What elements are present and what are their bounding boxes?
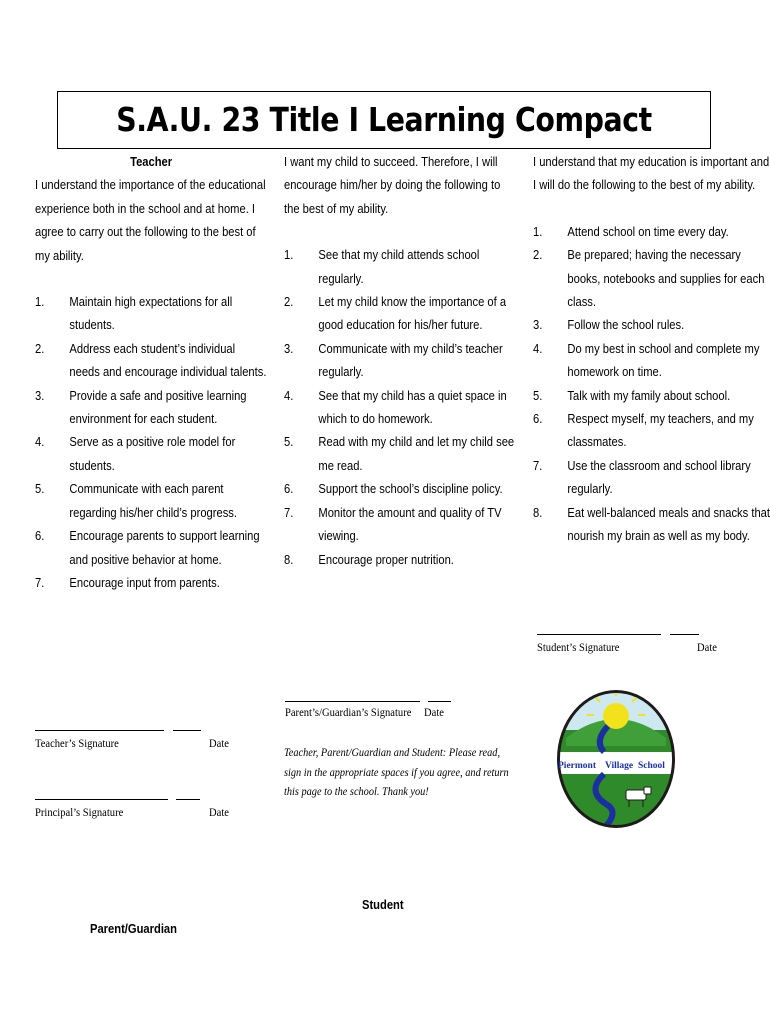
list-item: 7. Use the classroom and school library regularly. — [533, 457, 751, 497]
list-item: 6. Respect myself, my teachers, and my classmates. — [533, 411, 754, 450]
list-item: 4. Serve as a positive role model for students. — [35, 434, 236, 473]
list-item: 7. Encourage input from parents. — [35, 574, 220, 590]
principal-signature-label: Principal’s Signature — [35, 805, 124, 819]
list-item: 7. Monitor the amount and quality of TV viewing. — [284, 504, 502, 544]
list-item: 5. Communicate with each parent regarding his/her child’s progress. — [35, 481, 237, 520]
student-signature-line[interactable] — [537, 634, 661, 635]
logo-text-village: Village — [605, 761, 634, 771]
teacher-list — [35, 290, 267, 594]
student-list — [533, 220, 770, 548]
list-item: 6. Support the school’s discipline policy. — [284, 481, 503, 497]
parent-list — [284, 243, 516, 571]
parent-signature-label: Parent’s/Guardian’s Signature — [285, 705, 412, 719]
principal-date-label: Date — [209, 805, 229, 819]
student-date-label: Date — [697, 640, 717, 654]
teacher-column — [35, 150, 267, 594]
student-footer-label: Student — [362, 897, 404, 912]
list-item: 1. Maintain high expectations for all students. — [35, 294, 233, 333]
list-item: 4. See that my child has a quiet space in which to do homework. — [284, 387, 507, 427]
parent-signature-line[interactable] — [285, 701, 420, 702]
list-item: 2. Be prepared; having the necessary books, notebooks and supplies for each class. — [533, 247, 765, 310]
teacher-signature-label: Teacher’s Signature — [35, 736, 119, 750]
piermont-village-school-logo — [546, 686, 686, 832]
list-item: 4. Do my best in school and complete my homework on time. — [533, 340, 760, 380]
logo-text-piermont: Piermont — [558, 761, 596, 771]
logo-text-school: School — [638, 761, 665, 771]
student-column — [533, 150, 769, 548]
principal-signature-line[interactable] — [35, 799, 168, 800]
list-item: 5. Read with my child and let my child see me read. — [284, 434, 515, 473]
teacher-signature-line[interactable] — [35, 730, 164, 731]
student-intro: I understand that my education is important and I will do the following to the best of my ability. — [533, 154, 770, 193]
student-signature-label: Student’s Signature — [537, 640, 620, 654]
principal-date-line[interactable] — [176, 799, 200, 800]
list-item: 8. Eat well-balanced meals and snacks that nourish my brain as well as my body. — [533, 504, 770, 544]
instructions-note: Teacher, Parent/Guardian and Student: Please read, sign in the appropriate spaces if you agree, and return this page to the school. Thank you! — [284, 745, 509, 798]
teacher-date-line[interactable] — [173, 730, 201, 731]
list-item: 8. Encourage proper nutrition. — [284, 551, 454, 567]
list-item: 3. Provide a safe and positive learning environment for each student. — [35, 387, 247, 427]
teacher-date-label: Date — [209, 736, 229, 750]
teacher-intro: I understand the importance of the educational experience both in the school and at home. I agree to carry out the following to the best of my ability. — [35, 177, 266, 263]
list-item: 5. Talk with my family about school. — [533, 387, 731, 403]
parent-column — [284, 150, 516, 571]
list-item: 1. See that my child attends school regularly. — [284, 247, 480, 286]
parent-date-label: Date — [424, 705, 444, 719]
list-item: 2. Address each student’s individual needs and encourage individual talents. — [35, 340, 267, 380]
parent-intro: I want my child to succeed. Therefore, I will encourage him/her by doing the following to the best of my ability. — [284, 154, 501, 216]
parent-date-line[interactable] — [428, 701, 451, 702]
list-item: 1. Attend school on time every day. — [533, 223, 729, 239]
title-box — [57, 91, 711, 149]
list-item: 6. Encourage parents to support learning and positive behavior at home. — [35, 528, 260, 567]
list-item: 3. Communicate with my child’s teacher regularly. — [284, 340, 503, 380]
teacher-heading: Teacher — [130, 154, 173, 169]
student-date-line[interactable] — [670, 634, 699, 635]
page-title: S.A.U. 23 Title I Learning Compact — [116, 100, 652, 139]
parent-footer-label: Parent/Guardian — [90, 921, 177, 936]
list-item: 3. Follow the school rules. — [533, 317, 685, 333]
list-item: 2. Let my child know the importance of a good education for his/her future. — [284, 294, 507, 333]
